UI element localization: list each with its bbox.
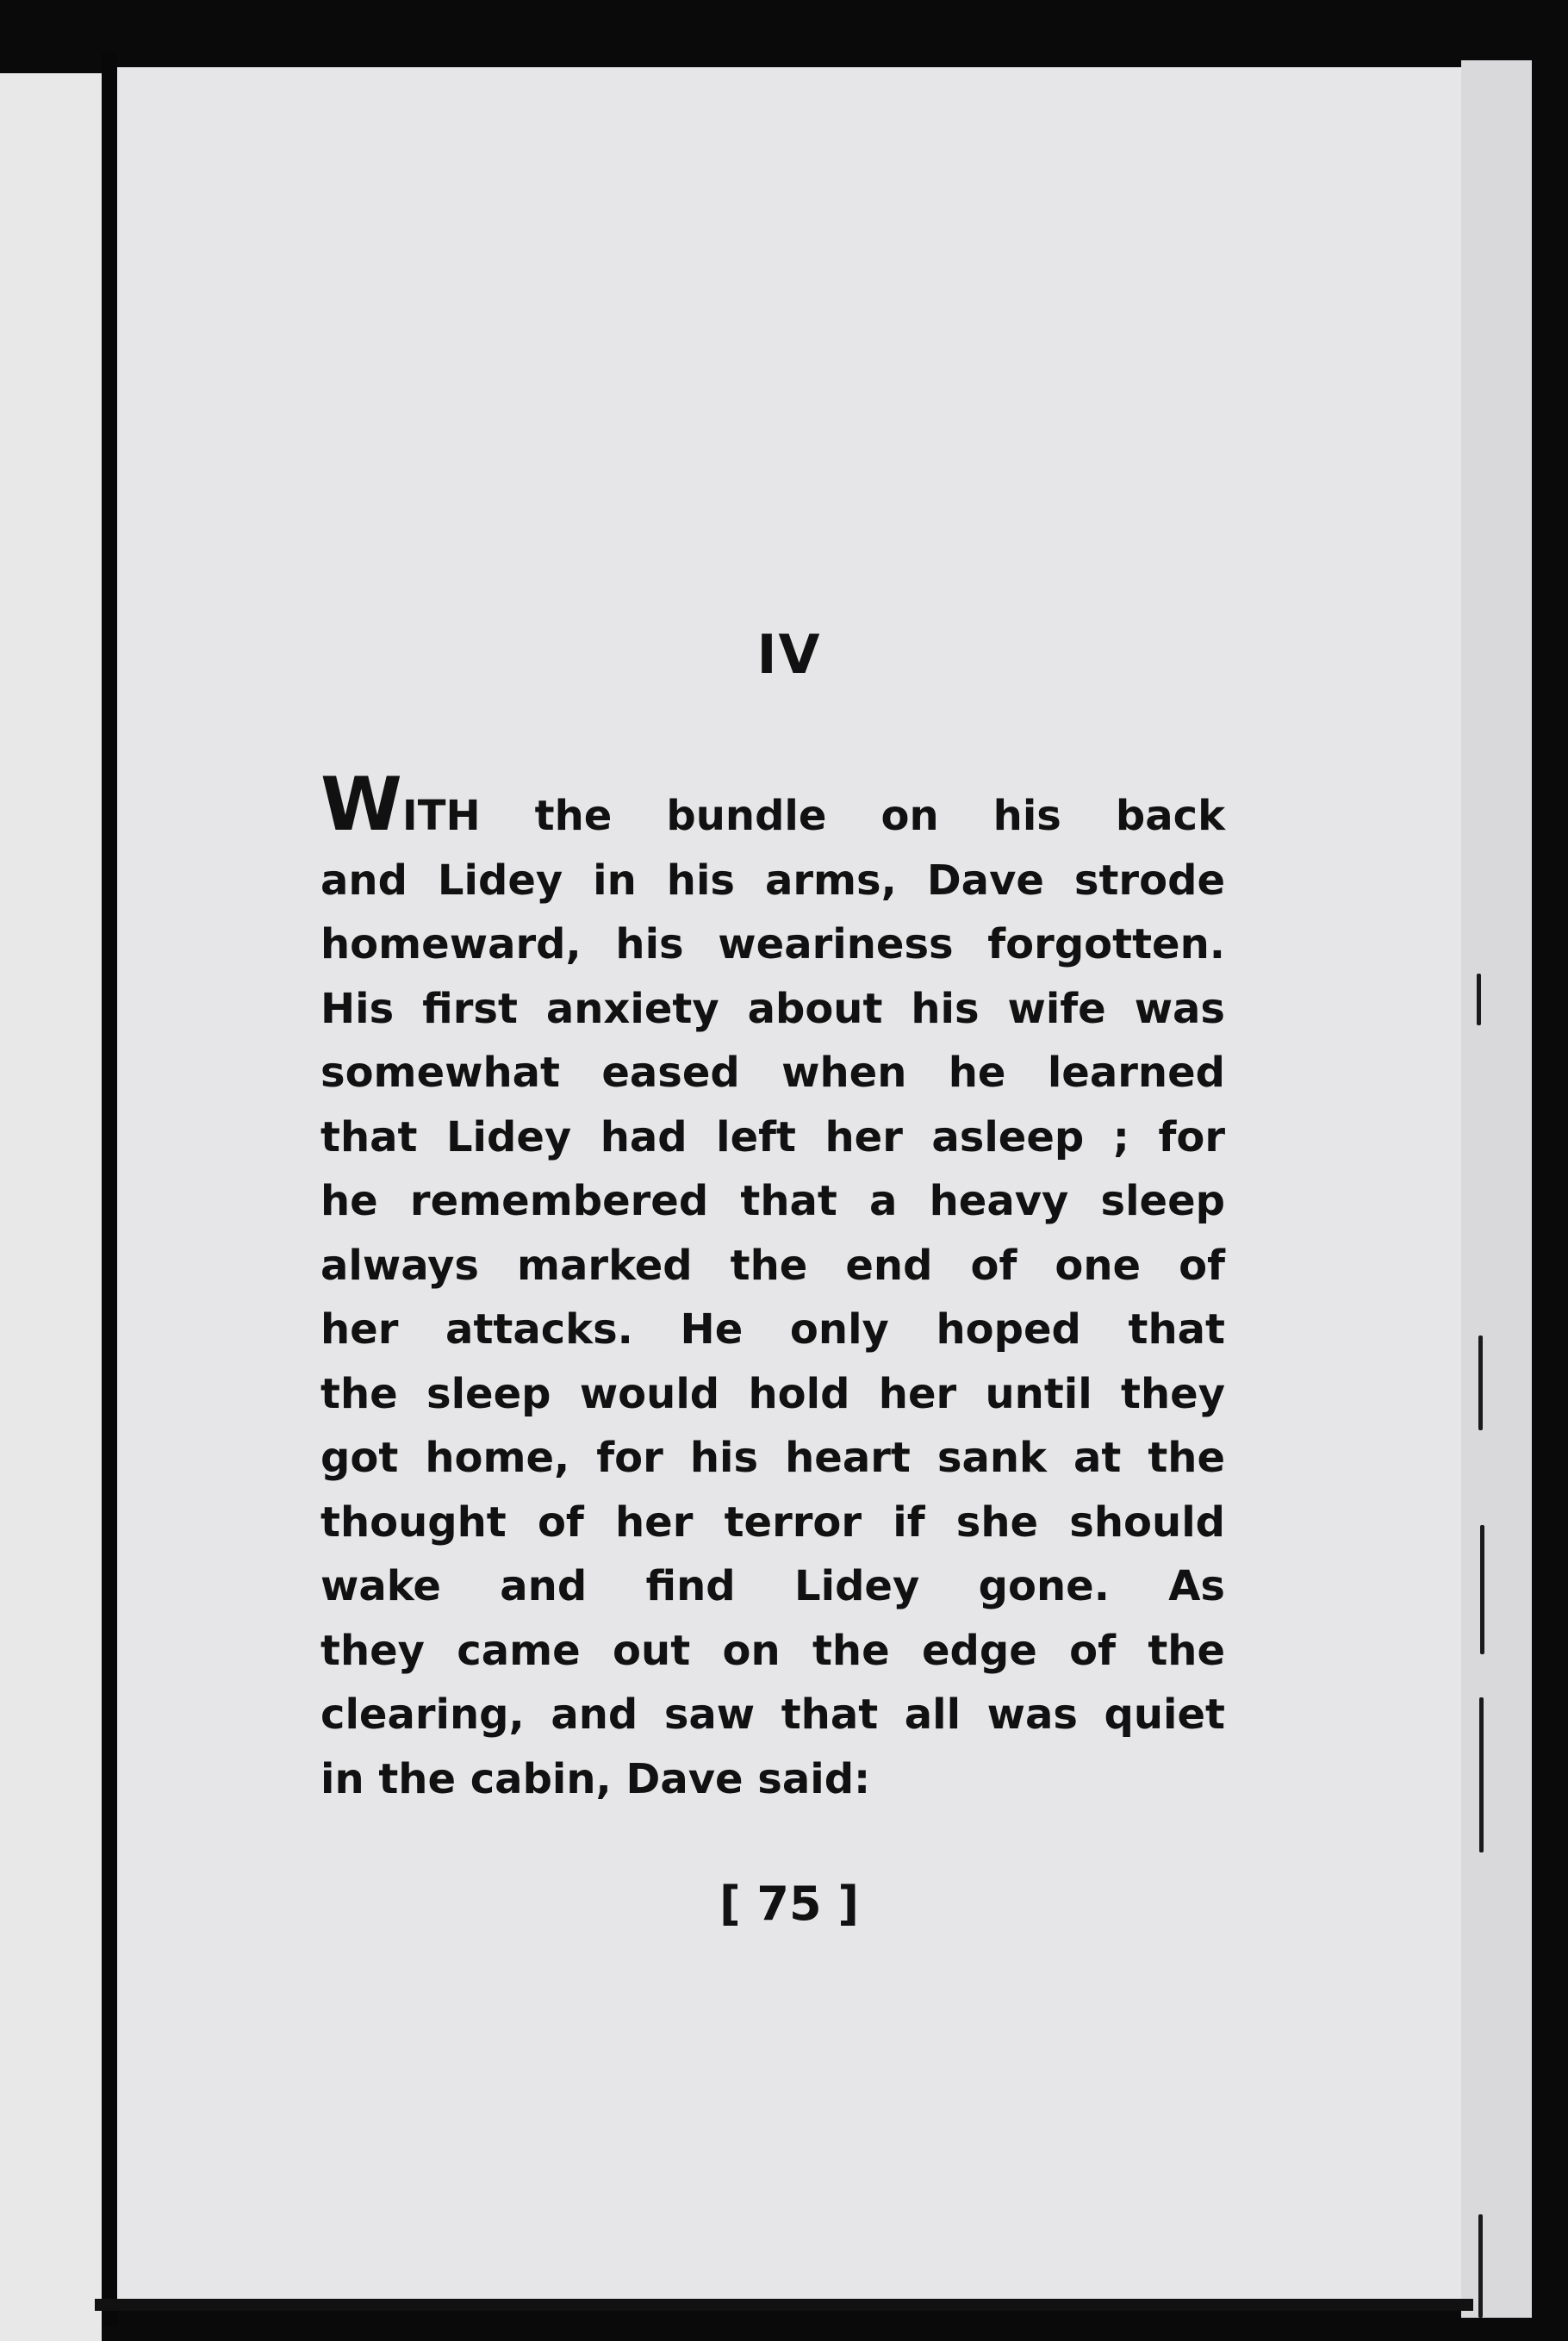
- edge-mark: [1478, 1335, 1483, 1430]
- scan-border-bottom: [95, 2299, 1473, 2311]
- text-line: her attacks. He only hoped that: [320, 1305, 1225, 1354]
- text-line: the sleep would hold her until they: [320, 1369, 1225, 1418]
- text-line: wake and find Lidey gone. As: [320, 1562, 1225, 1610]
- text-line: His first anxiety about his wife was: [320, 984, 1225, 1033]
- scan-border-right: [1532, 0, 1568, 2341]
- text-line-1: [320, 762, 1225, 849]
- text-line: he remembered that a heavy sleep: [320, 1177, 1225, 1225]
- text-line: that Lidey had left her asleep ; for: [320, 1112, 1225, 1161]
- page-number: [ 75 ]: [719, 1877, 860, 1931]
- text-line-last: in the cabin, Dave said:: [320, 1754, 871, 1803]
- book-page: [117, 67, 1461, 2307]
- edge-mark: [1479, 1697, 1484, 1852]
- chapter-heading: IV: [756, 623, 822, 686]
- text-line: got home, for his heart sank at the: [320, 1434, 1225, 1482]
- text-line: somewhat eased when he learned: [320, 1049, 1225, 1097]
- text-line: thought of her terror if she should: [320, 1497, 1225, 1547]
- text-line: and Lidey in his arms, Dave strode: [320, 856, 1225, 905]
- text-line: homeward, his weariness forgotten.: [320, 920, 1225, 968]
- drop-cap: W: [320, 762, 402, 848]
- text-line: always marked the end of one of: [320, 1241, 1225, 1290]
- text-line: clearing, and saw that all was quiet: [320, 1690, 1225, 1739]
- edge-mark: [1477, 974, 1481, 1025]
- edge-mark: [1478, 2214, 1483, 2318]
- right-page-edge: [1461, 60, 1532, 2318]
- left-page-edge: [0, 73, 102, 2341]
- book-gutter: [102, 52, 117, 2326]
- edge-mark: [1480, 1525, 1484, 1654]
- first-line-rest: ITH the bundle on his back: [401, 792, 1225, 840]
- text-line: they came out on the edge of the: [320, 1626, 1225, 1675]
- body-text: [320, 762, 1225, 1811]
